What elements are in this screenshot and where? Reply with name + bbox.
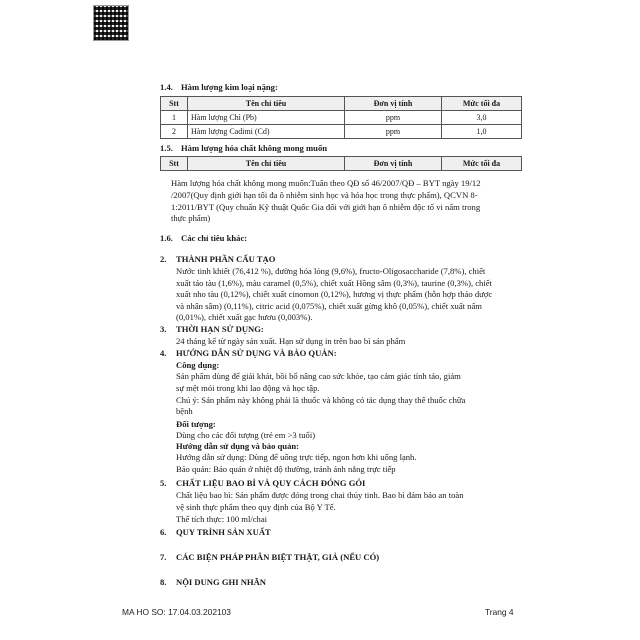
section-6-title: QUY TRÌNH SẢN XUẤT	[176, 527, 271, 537]
section-7-title: CÁC BIỆN PHÁP PHÂN BIỆT THẬT, GIẢ (NẾU CÓ)	[176, 552, 380, 562]
record-code: MA HO SO: 17.04.03.202103	[122, 607, 231, 617]
text-line: sự mệt mỏi trong khi lao động và học tập.	[176, 382, 320, 393]
section-4-sub-usage: Công dụng:	[176, 360, 220, 370]
text-line: Hàm lượng hóa chất không mong muốn:Tuân theo QĐ số 46/2007/QĐ – BYT ngày 19/12	[171, 178, 481, 188]
col-header: Đơn vị tính	[345, 157, 442, 171]
heavy-metals-table	[160, 96, 522, 139]
text-line: Bảo quản: Bảo quản ở nhiệt độ thường, tránh ánh nắng trực tiếp	[176, 463, 396, 474]
section-4-target-text: Dùng cho các đối tượng (trẻ em >3 tuổi)	[176, 430, 316, 440]
section-1-5-text	[171, 178, 481, 225]
section-8-title: NỘI DUNG GHI NHÃN	[176, 577, 266, 587]
section-3-title: THỜI HẠN SỬ DỤNG:	[176, 324, 264, 334]
col-header: Tên chỉ tiêu	[188, 97, 345, 111]
section-4-sub-instructions: Hướng dẫn sử dụng và bảo quản:	[176, 441, 300, 451]
section-1-5-title: Hàm lượng hóa chất không mong muốn	[181, 143, 328, 153]
undesired-chemicals-table	[160, 156, 522, 171]
text-line: Sản phẩm dùng để giải khát, bồi bổ nâng cao sức khỏe, tạo cảm giác tỉnh táo, giảm	[176, 371, 461, 381]
text-line: (0,01%), chiết xuất gạc hươu (0,003%).	[176, 312, 313, 322]
col-header: Stt	[161, 97, 188, 111]
qr-code-image	[93, 5, 129, 41]
table-row	[161, 125, 522, 139]
text-line: Chất liệu bao bì: Sản phẩm được đóng trong chai thủy tinh. Bao bì đảm bảo an toàn	[176, 490, 464, 500]
section-2-text	[176, 266, 492, 324]
table-cell: 1,0	[442, 125, 522, 139]
col-header: Stt	[161, 157, 188, 171]
table-cell: 1	[161, 111, 188, 125]
section-6-number: 6.	[160, 527, 167, 537]
text-line: Nước tinh khiết (76,412 %), đường hóa lỏng (9,6%), fructo-Oligosaccharide (7,8%), chiết	[176, 266, 486, 276]
section-3-text: 24 tháng kể từ ngày sản xuất. Hạn sử dụng in trên bao bì sản phẩm	[176, 336, 406, 346]
text-line: vệ sinh thực phẩm theo quy định của Bộ Y Tế.	[176, 501, 336, 512]
table-header-row	[161, 97, 522, 111]
section-4-title: HƯỚNG DẪN SỬ DỤNG VÀ BẢO QUẢN:	[176, 348, 337, 358]
section-1-4-title: Hàm lượng kim loại nặng:	[181, 82, 278, 92]
text-line: xuất nho tàu (0,12%), chiết xuất cinomon (0,12%), hương vị thực phẩm (hỗn hợp thảo dược	[176, 289, 493, 299]
col-header: Tên chỉ tiêu	[188, 157, 345, 171]
table-cell: Hàm lượng Cadimi (Cd)	[188, 125, 345, 139]
section-1-4-number: 1.4.	[160, 82, 173, 92]
text-line: bệnh	[176, 406, 193, 417]
table-cell: 3,0	[442, 111, 522, 125]
table-row	[161, 111, 522, 125]
section-7-number: 7.	[160, 552, 167, 562]
col-header: Mức tối đa	[442, 97, 522, 111]
section-1-6-number: 1.6.	[160, 233, 173, 243]
section-4-usage-text	[176, 371, 465, 418]
section-1-6-title: Các chỉ tiêu khác:	[181, 233, 248, 243]
section-2-number: 2.	[160, 254, 167, 264]
text-line: xuất táo tàu (1,6%), màu caramel (0,5%), chiết xuất Hồng sâm (0,3%), taurine (0,3%), chiết	[176, 277, 492, 288]
col-header: Đơn vị tính	[345, 97, 442, 111]
text-line: /2007(Quy định giới hạn tối đa ô nhiễm sinh học và hóa học trong thực phẩm), QCVN 8-	[171, 189, 478, 200]
section-4-sub-target: Đối tượng:	[176, 419, 216, 429]
text-line: và nhân sâm) (0,11%), citric acid (0,075%), chiết xuất gừng khô (0,05%), chiết xuất nấm	[176, 300, 482, 311]
table-header-row	[161, 157, 522, 171]
page-number: Trang 4	[485, 607, 514, 617]
section-5-text	[176, 490, 464, 525]
col-header: Mức tối đa	[442, 157, 522, 171]
section-3-number: 3.	[160, 324, 167, 334]
section-5-title: CHẤT LIỆU BAO BÌ VÀ QUY CÁCH ĐÓNG GÓI	[176, 478, 366, 488]
table-cell: 2	[161, 125, 188, 139]
section-4-instructions-text	[176, 452, 417, 476]
text-line: Thể tích thực: 100 ml/chai	[176, 513, 268, 524]
text-line: thực phẩm)	[171, 213, 211, 224]
section-2-title: THÀNH PHẦN CẤU TẠO	[176, 254, 276, 264]
text-line: Hướng dẫn sử dụng: Dùng để uống trực tiếp, ngon hơn khi uống lạnh.	[176, 452, 417, 462]
section-1-5-number: 1.5.	[160, 143, 173, 153]
section-5-number: 5.	[160, 478, 167, 488]
table-cell: ppm	[345, 111, 442, 125]
table-cell: Hàm lượng Chì (Pb)	[188, 111, 345, 125]
section-4-number: 4.	[160, 348, 167, 358]
text-line: 1:2011/BYT (Quy chuẩn Kỹ thuật Quốc Gia đối với giới hạn ô nhiễm độc tố vi nấm trong	[171, 201, 481, 212]
text-line: Chú ý: Sản phẩm này không phải là thuốc và không có tác dụng thay thế thuốc chữa	[176, 394, 466, 405]
section-8-number: 8.	[160, 577, 167, 587]
table-cell: ppm	[345, 125, 442, 139]
